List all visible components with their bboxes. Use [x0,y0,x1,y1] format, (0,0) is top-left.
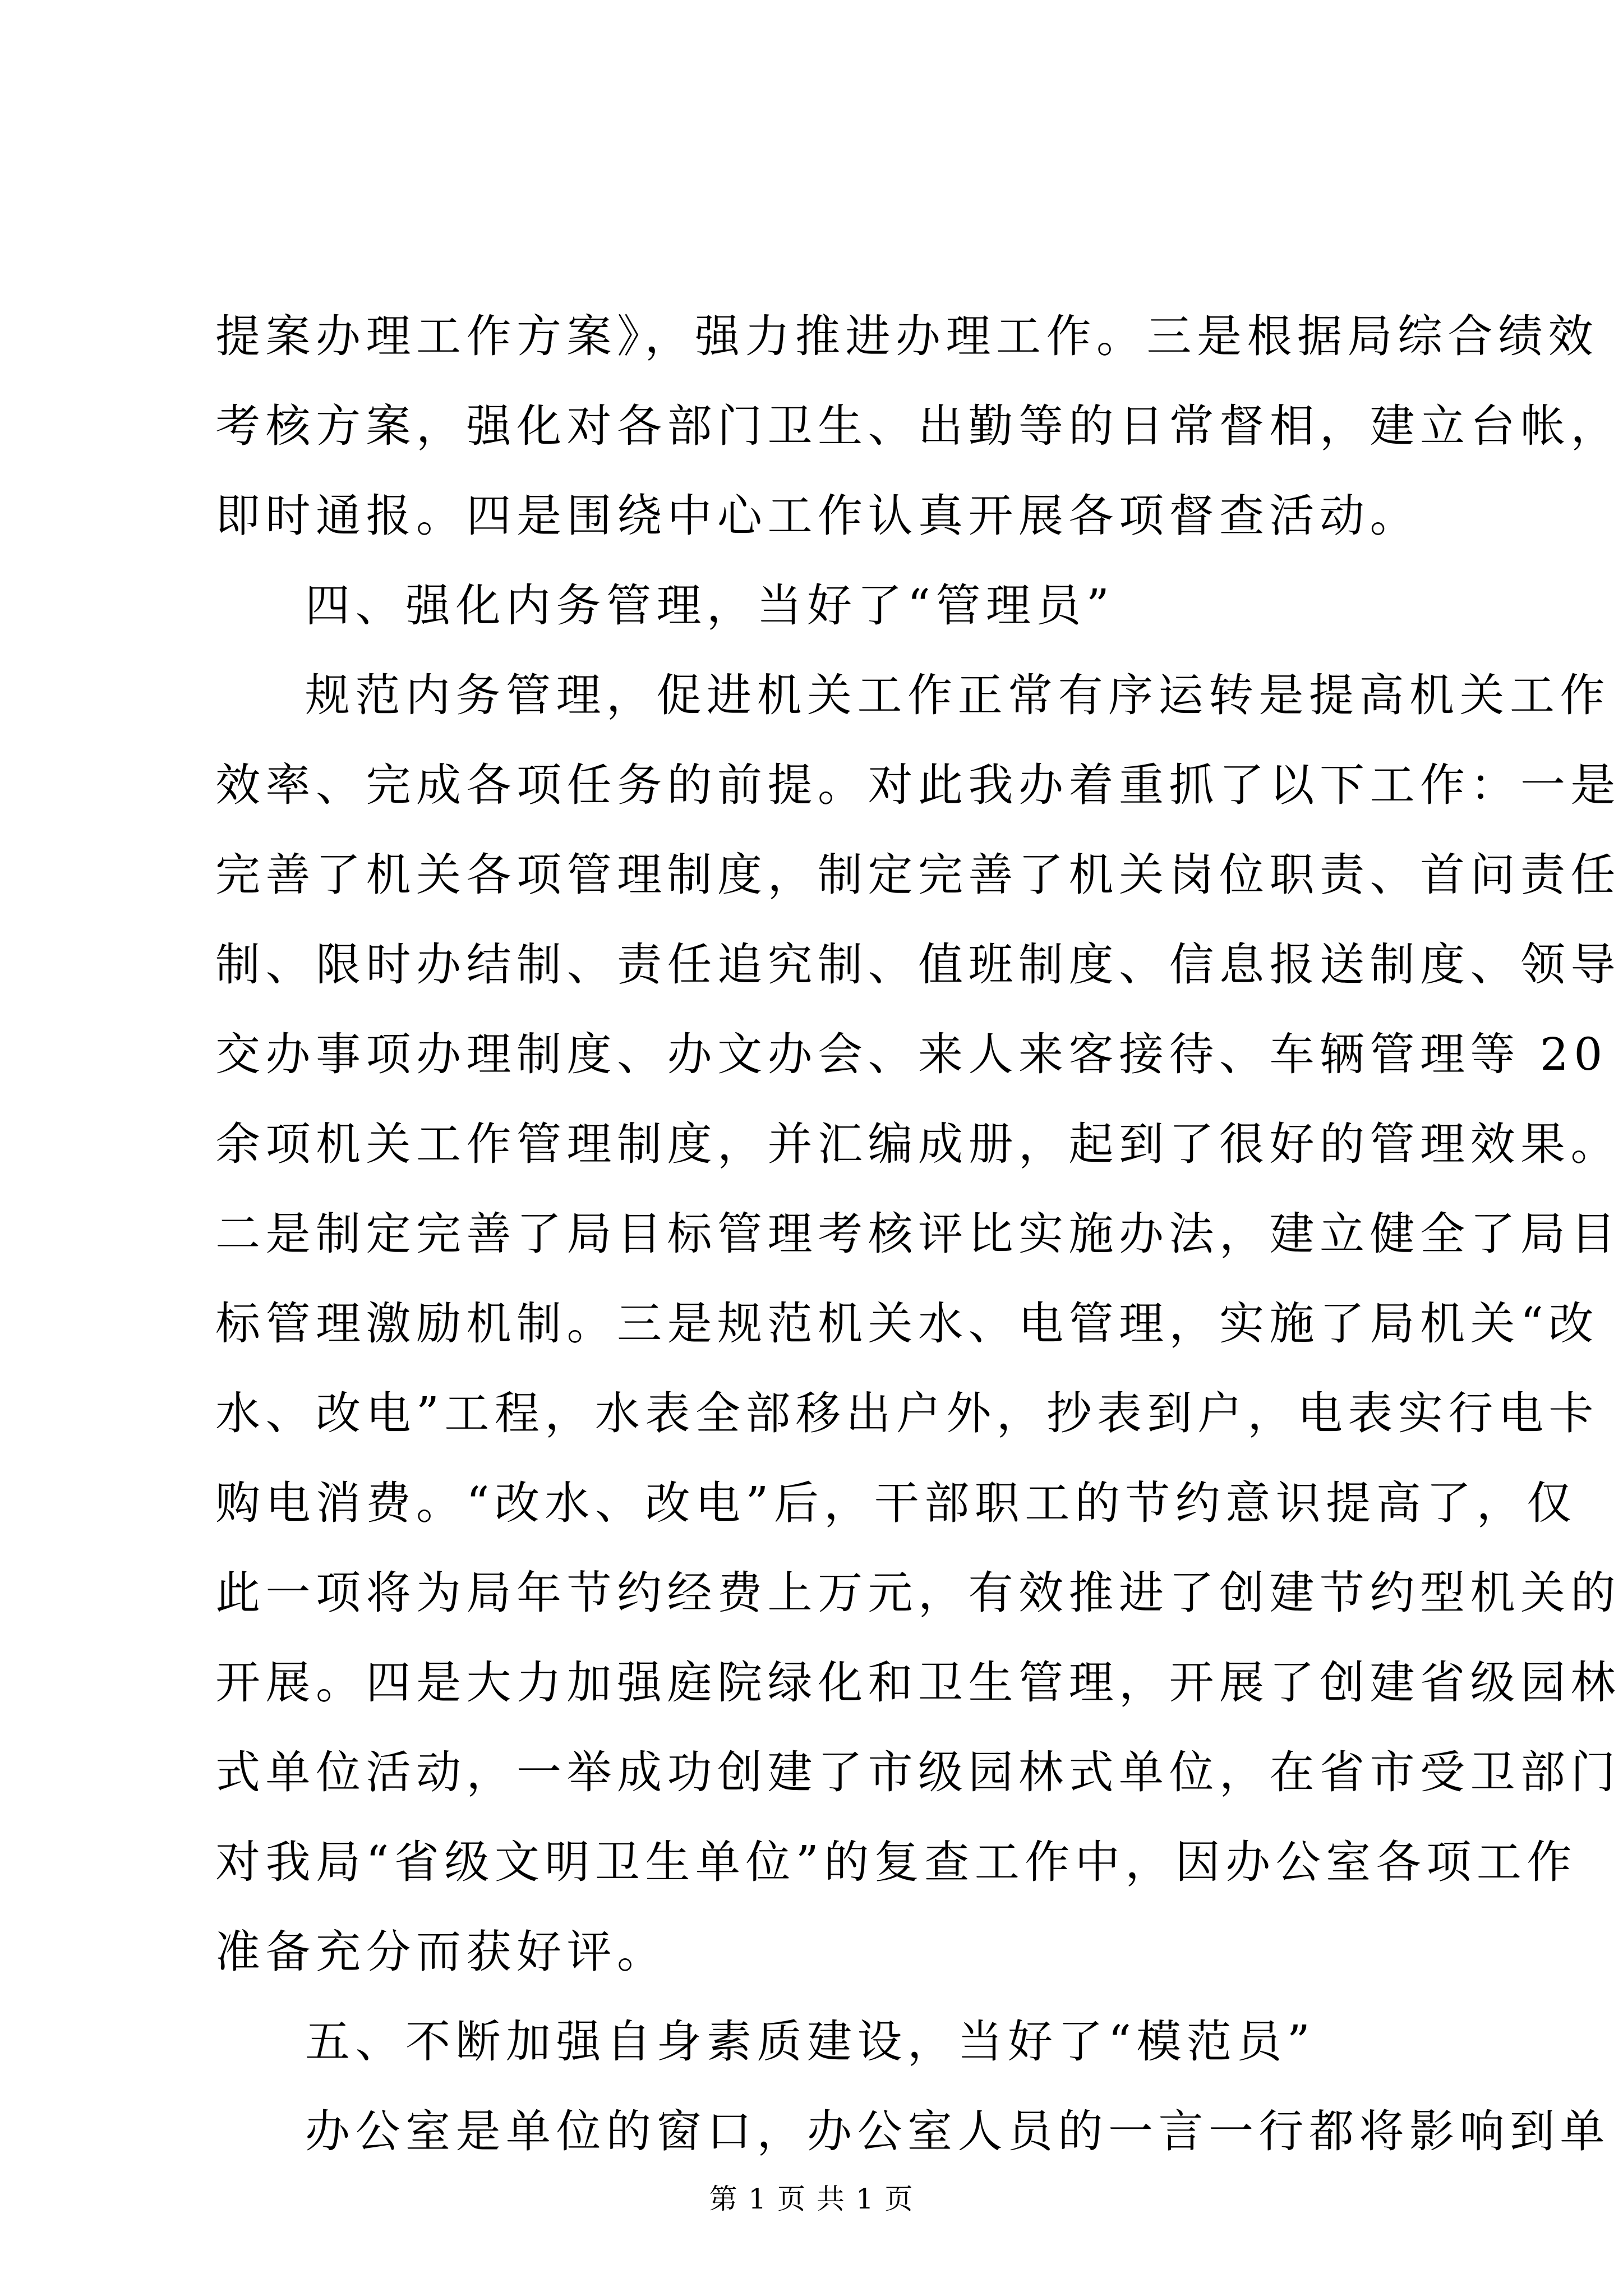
paragraph-line: 购电消费。“改水、改电”后，干部职工的节约意识提高了，仅 [215,1477,1577,1529]
paragraph-line: 制、限时办结制、责任追究制、值班制度、信息报送制度、领导 [215,938,1621,991]
section-heading: 五、不断加强自身素质建设，当好了“模范员” [305,2016,1316,2068]
paragraph-line: 交办事项办理制度、办文办会、来人来客接待、车辆管理等 20 [215,1028,1608,1080]
paragraph-line: 此一项将为局年节约经费上万元，有效推进了创建节约型机关的 [215,1567,1621,1619]
page-footer: 第 1 页 共 1 页 [709,2183,914,2215]
paragraph-line: 式单位活动，一举成功创建了市级园林式单位，在省市受卫部门 [215,1746,1621,1798]
paragraph-line: 提案办理工作方案》，强力推进办理工作。三是根据局综合绩效 [215,310,1598,362]
paragraph-line: 规范内务管理，促进机关工作正常有序运转是提高机关工作 [305,669,1610,721]
paragraph-line: 即时通报。四是围绕中心工作认真开展各项督查活动。 [215,490,1420,542]
paragraph-line: 对我局“省级文明卫生单位”的复查工作中，因办公室各项工作 [215,1836,1577,1888]
paragraph-line: 余项机关工作管理制度，并汇编成册，起到了很好的管理效果。 [215,1118,1621,1170]
paragraph-line: 考核方案，强化对各部门卫生、出勤等的日常督相，建立台帐， [215,400,1621,452]
paragraph-line: 准备充分而获好评。 [215,1926,667,1978]
section-heading: 四、强化内务管理，当好了“管理员” [305,579,1115,632]
paragraph-line: 完善了机关各项管理制度，制定完善了机关岗位职责、首问责任 [215,849,1621,901]
paragraph-line: 开展。四是大力加强庭院绿化和卫生管理，开展了创建省级园林 [215,1657,1621,1709]
paragraph-line: 二是制定完善了局目标管理考核评比实施办法，建立健全了局目 [215,1208,1621,1260]
paragraph-line: 办公室是单位的窗口，办公室人员的一言一行都将影响到单 [305,2105,1610,2157]
paragraph-line: 效率、完成各项任务的前提。对此我办着重抓了以下工作：一是 [215,759,1621,811]
paragraph-line: 水、改电”工程，水表全部移出户外，抄表到户，电表实行电卡 [215,1387,1599,1439]
paragraph-line: 标管理激励机制。三是规范机关水、电管理，实施了局机关“改 [215,1297,1599,1350]
